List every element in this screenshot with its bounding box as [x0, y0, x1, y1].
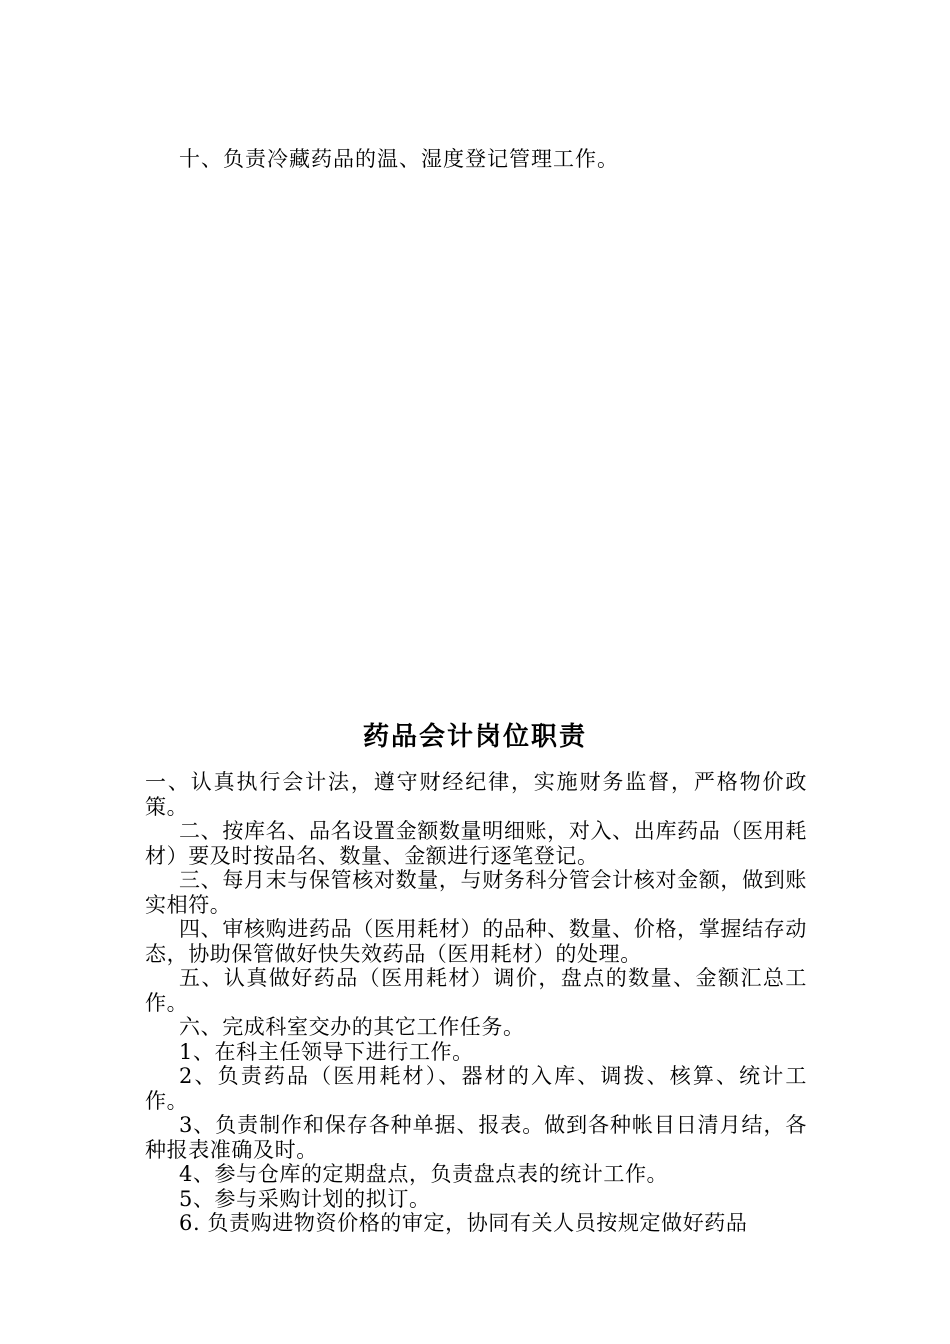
paragraph-cold-storage-duty: 十、负责冷藏药品的温、湿度登记管理工作。: [179, 147, 619, 171]
duty-paragraph: 6. 负责购进物资价格的审定，协同有关人员按规定做好药品: [179, 1211, 748, 1235]
duty-paragraph: 二、按库名、品名设置金额数量明细账，对入、出库药品（医用耗材）要及时按品名、数量、金额进行逐笔登记。: [145, 819, 807, 868]
duty-paragraph: 一、认真执行会计法，遵守财经纪律，实施财务监督，严格物价政策。: [145, 770, 807, 819]
section-title: 药品会计岗位职责: [362, 722, 587, 753]
duty-paragraph: 1、在科主任领导下进行工作。: [179, 1039, 474, 1064]
duty-paragraph: 四、审核购进药品（医用耗材）的品种、数量、价格，掌握结存动态，协助保管做好快失效药品（医用耗材）的处理。: [145, 917, 807, 966]
duty-paragraph: 5、参与采购计划的拟订。: [179, 1186, 431, 1211]
duty-paragraph: 三、每月末与保管核对数量，与财务科分管会计核对金额，做到账实相符。: [145, 868, 807, 917]
duties-list: [145, 770, 807, 1236]
duty-paragraph: 2、负责药品（医用耗材）、器材的入库、调拨、核算、统计工作。: [145, 1064, 807, 1113]
duty-paragraph: 五、认真做好药品（医用耗材）调价，盘点的数量、金额汇总工作。: [145, 966, 807, 1015]
duty-paragraph: 3、负责制作和保存各种单据、报表。做到各种帐目日清月结，各种报表准确及时。: [145, 1113, 807, 1162]
duty-paragraph: 4、参与仓库的定期盘点，负责盘点表的统计工作。: [179, 1162, 669, 1186]
duty-paragraph: 六、完成科室交办的其它工作任务。: [179, 1015, 525, 1039]
